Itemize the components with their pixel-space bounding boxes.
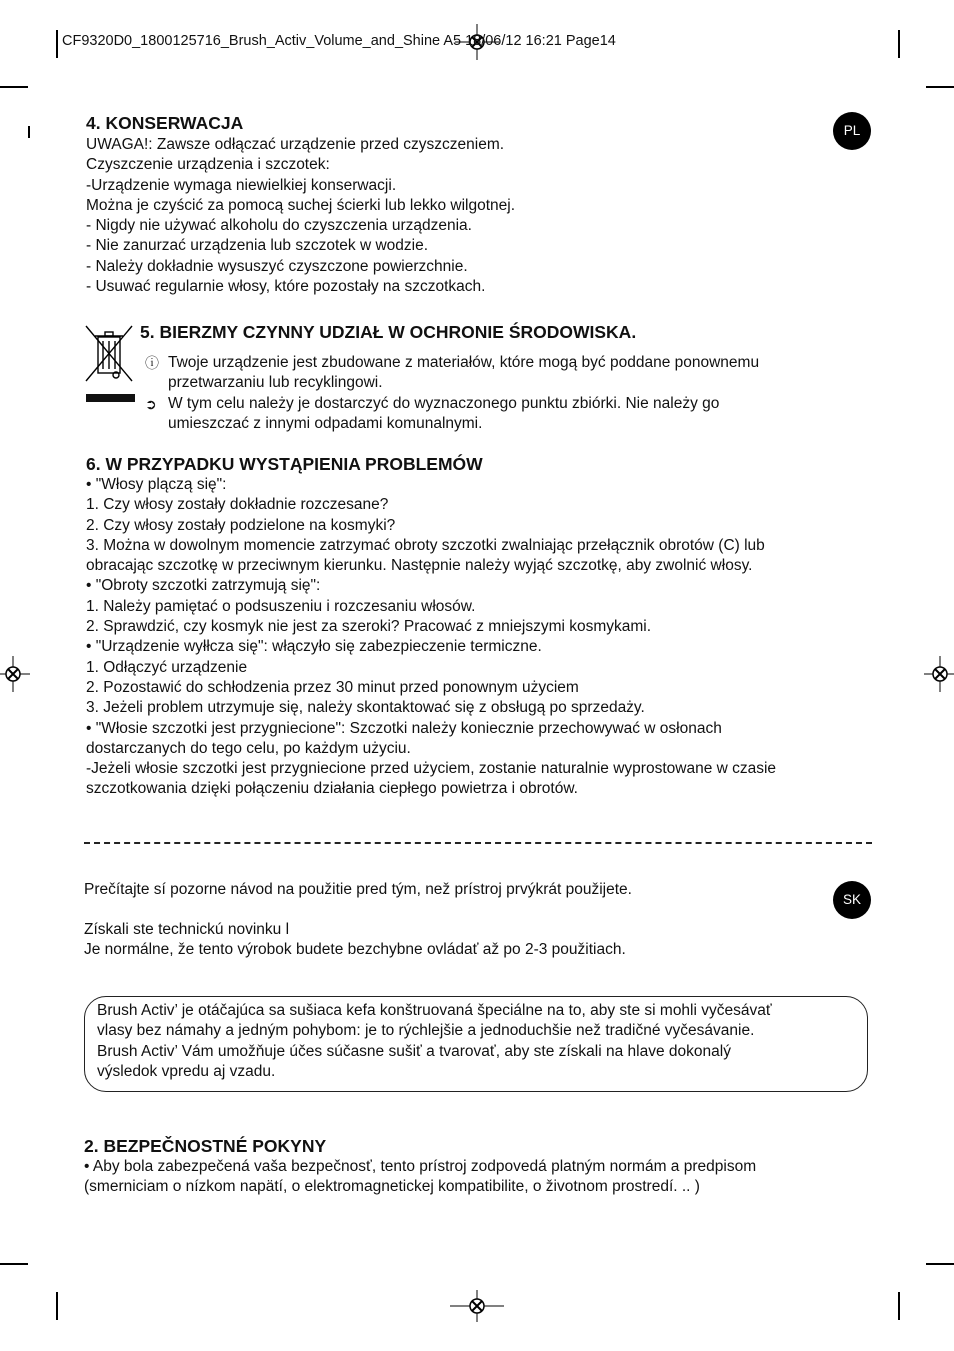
section-maintenance bbox=[86, 112, 515, 297]
section-safety bbox=[84, 1135, 756, 1198]
text-line: obracając szczotkę w przeciwnym kierunku. Następnie należy wyjąć szczotkę, aby zwolnić włosy. bbox=[86, 557, 753, 575]
text-line: -Jeżeli włosie szczotki jest przygniecione przed użyciem, zostanie naturalnie wyprostowane w czasie bbox=[86, 760, 777, 778]
section-title: 5. BIERZMY CZYNNY UDZIAŁ W OCHRONIE ŚRODOWISKA. bbox=[140, 322, 637, 342]
text-line: 1. Należy pamiętać o podsuszeniu i rozczesaniu włosów. bbox=[86, 597, 476, 615]
language-badge-pl: PL bbox=[833, 112, 871, 150]
registration-mark-icon bbox=[0, 656, 30, 692]
sk-intro bbox=[84, 880, 632, 900]
text-line: umieszczać z innymi odpadami komunalnymi. bbox=[168, 415, 483, 433]
text-line: výsledok vpredu aj vzadu. bbox=[97, 1062, 276, 1080]
section-title: 2. BEZPEČNOSTNÉ POKYNY bbox=[84, 1136, 327, 1156]
text-line: vlasy bez námahy a jedným pohybom: je to rýchlejšie a jednoduchšie než tradičné vyčesávanie. bbox=[97, 1022, 755, 1040]
crop-mark bbox=[898, 30, 900, 58]
text-line: W tym celu należy je dostarczyć do wyznaczonego punktu zbiórki. Nie należy go bbox=[168, 395, 720, 412]
registration-mark-icon bbox=[924, 656, 954, 692]
registration-mark-icon bbox=[450, 1288, 504, 1324]
text-line: (smerniciam o nízkom napätí, o elektromagnetickej kompatibilite, o životnom prostredí. .. ) bbox=[84, 1178, 700, 1196]
crop-mark bbox=[926, 86, 954, 88]
text-line: 2. Pozostawić do schłodzenia przez 30 minut przed ponownym użyciem bbox=[86, 678, 579, 696]
text-line: szczotkowania dzięki połączeniu działania ciepłego powietrza i obrotów. bbox=[86, 780, 578, 798]
text-line: 1. Odłączyć urządzenie bbox=[86, 658, 248, 676]
text-line: Czyszczenie urządzenia i szczotek: bbox=[86, 156, 330, 174]
text-line: - Należy dokładnie wysuszyć czyszczone powierzchnie. bbox=[86, 257, 468, 275]
text-line: Brush Activ’ je otáčajúca sa sušiaca kefa konštruovaná špeciálne na to, aby ste si mohli vyčesávať bbox=[97, 1002, 772, 1019]
text-line: • "Włosie szczotki jest przygniecione": Szczotki należy koniecznie przechowywać w osłonach bbox=[86, 719, 722, 737]
section-title: 6. W PRZYPADKU WYSTĄPIENIA PROBLEMÓW bbox=[86, 454, 483, 474]
text-line: • "Włosy plączą się": bbox=[86, 476, 227, 493]
text-line: - Nigdy nie używać alkoholu do czyszczenia urządzenia. bbox=[86, 217, 472, 235]
product-description-text bbox=[97, 1001, 772, 1082]
text-line: - Nie zanurzać urządzenia lub szczotek w wodzie. bbox=[86, 237, 429, 255]
text-line: Brush Activ’ Vám umožňuje účes súčasne sušiť a tvarovať, aby ste získali na hlave dokonalý bbox=[97, 1042, 731, 1060]
text-line: 1. Czy włosy zostały dokładnie rozczesane? bbox=[86, 496, 389, 514]
text-line: • "Urządzenie wyłłcza się": włączyło się zabezpieczenie termiczne. bbox=[86, 638, 542, 656]
crop-mark bbox=[28, 126, 30, 138]
print-file-header: CF9320D0_1800125716_Brush_Activ_Volume_and_Shine A5 18/06/12 16:21 Page14 bbox=[62, 33, 616, 49]
text-line: 2. Czy włosy zostały podzielone na kosmyki? bbox=[86, 516, 396, 534]
text-line: 3. Można w dowolnym momencie zatrzymać obroty szczotki zwalniając przełącznik obrotów (C) lub bbox=[86, 536, 765, 554]
text-line: 2. Sprawdzić, czy kosmyk nie jest za szeroki? Pracować z mniejszymi kosmykami. bbox=[86, 618, 652, 636]
text-line: dostarczanych do tego celu, po każdym użyciu. bbox=[86, 739, 411, 757]
sk-novelty bbox=[84, 920, 626, 961]
crossed-bin-icon bbox=[84, 323, 136, 403]
text-line: • Aby bola zabezpečená vaša bezpečnosť, tento prístroj zodpovedá platným normám a predpisom bbox=[84, 1158, 757, 1175]
text-line: -Urządzenie wymaga niewielkiej konserwacji. bbox=[86, 176, 397, 194]
section-troubleshooting bbox=[86, 453, 776, 800]
info-icon: ⓘ bbox=[145, 355, 159, 371]
crop-mark bbox=[56, 30, 58, 58]
crop-mark bbox=[0, 86, 28, 88]
text-line: UWAGA!: Zawsze odłączać urządzenie przed czyszczeniem. bbox=[86, 136, 505, 153]
section-title: 4. KONSERWACJA bbox=[86, 113, 244, 133]
weee-bar bbox=[86, 394, 135, 402]
crop-mark bbox=[926, 1263, 954, 1265]
text-line: Je normálne, že tento výrobok budete bezchybne ovládať až po 2-3 použitiach. bbox=[84, 941, 626, 959]
section-body bbox=[86, 135, 515, 297]
text-line: przetwarzaniu lub recyklingowi. bbox=[168, 374, 383, 392]
section-body bbox=[84, 1157, 756, 1198]
text-line: - Usuwać regularnie włosy, które pozostały na szczotkach. bbox=[86, 278, 486, 296]
section-body bbox=[86, 475, 776, 800]
text-line: Twoje urządzenie jest zbudowane z materiałów, które mogą być poddane ponownemu bbox=[168, 354, 760, 371]
text-line: Získali ste technickú novinku l bbox=[84, 921, 290, 938]
crop-mark bbox=[0, 1263, 28, 1265]
language-badge-sk: SK bbox=[833, 881, 871, 919]
text-line: 3. Jeżeli problem utrzymuje się, należy skontaktować się z obsługą po sprzedaży. bbox=[86, 699, 645, 717]
text-line: Można je czyścić za pomocą suchej ścierki lub lekko wilgotnej. bbox=[86, 196, 516, 214]
text-line: • "Obroty szczotki zatrzymują się": bbox=[86, 577, 321, 595]
dashed-divider bbox=[84, 842, 872, 844]
text-line: Prečítajte sí pozorne návod na použitie pred tým, než prístroj prvýkrát použijete. bbox=[84, 881, 632, 898]
arrow-right-icon: ➲ bbox=[145, 396, 157, 412]
crop-mark bbox=[898, 1292, 900, 1320]
crop-mark bbox=[56, 1292, 58, 1320]
